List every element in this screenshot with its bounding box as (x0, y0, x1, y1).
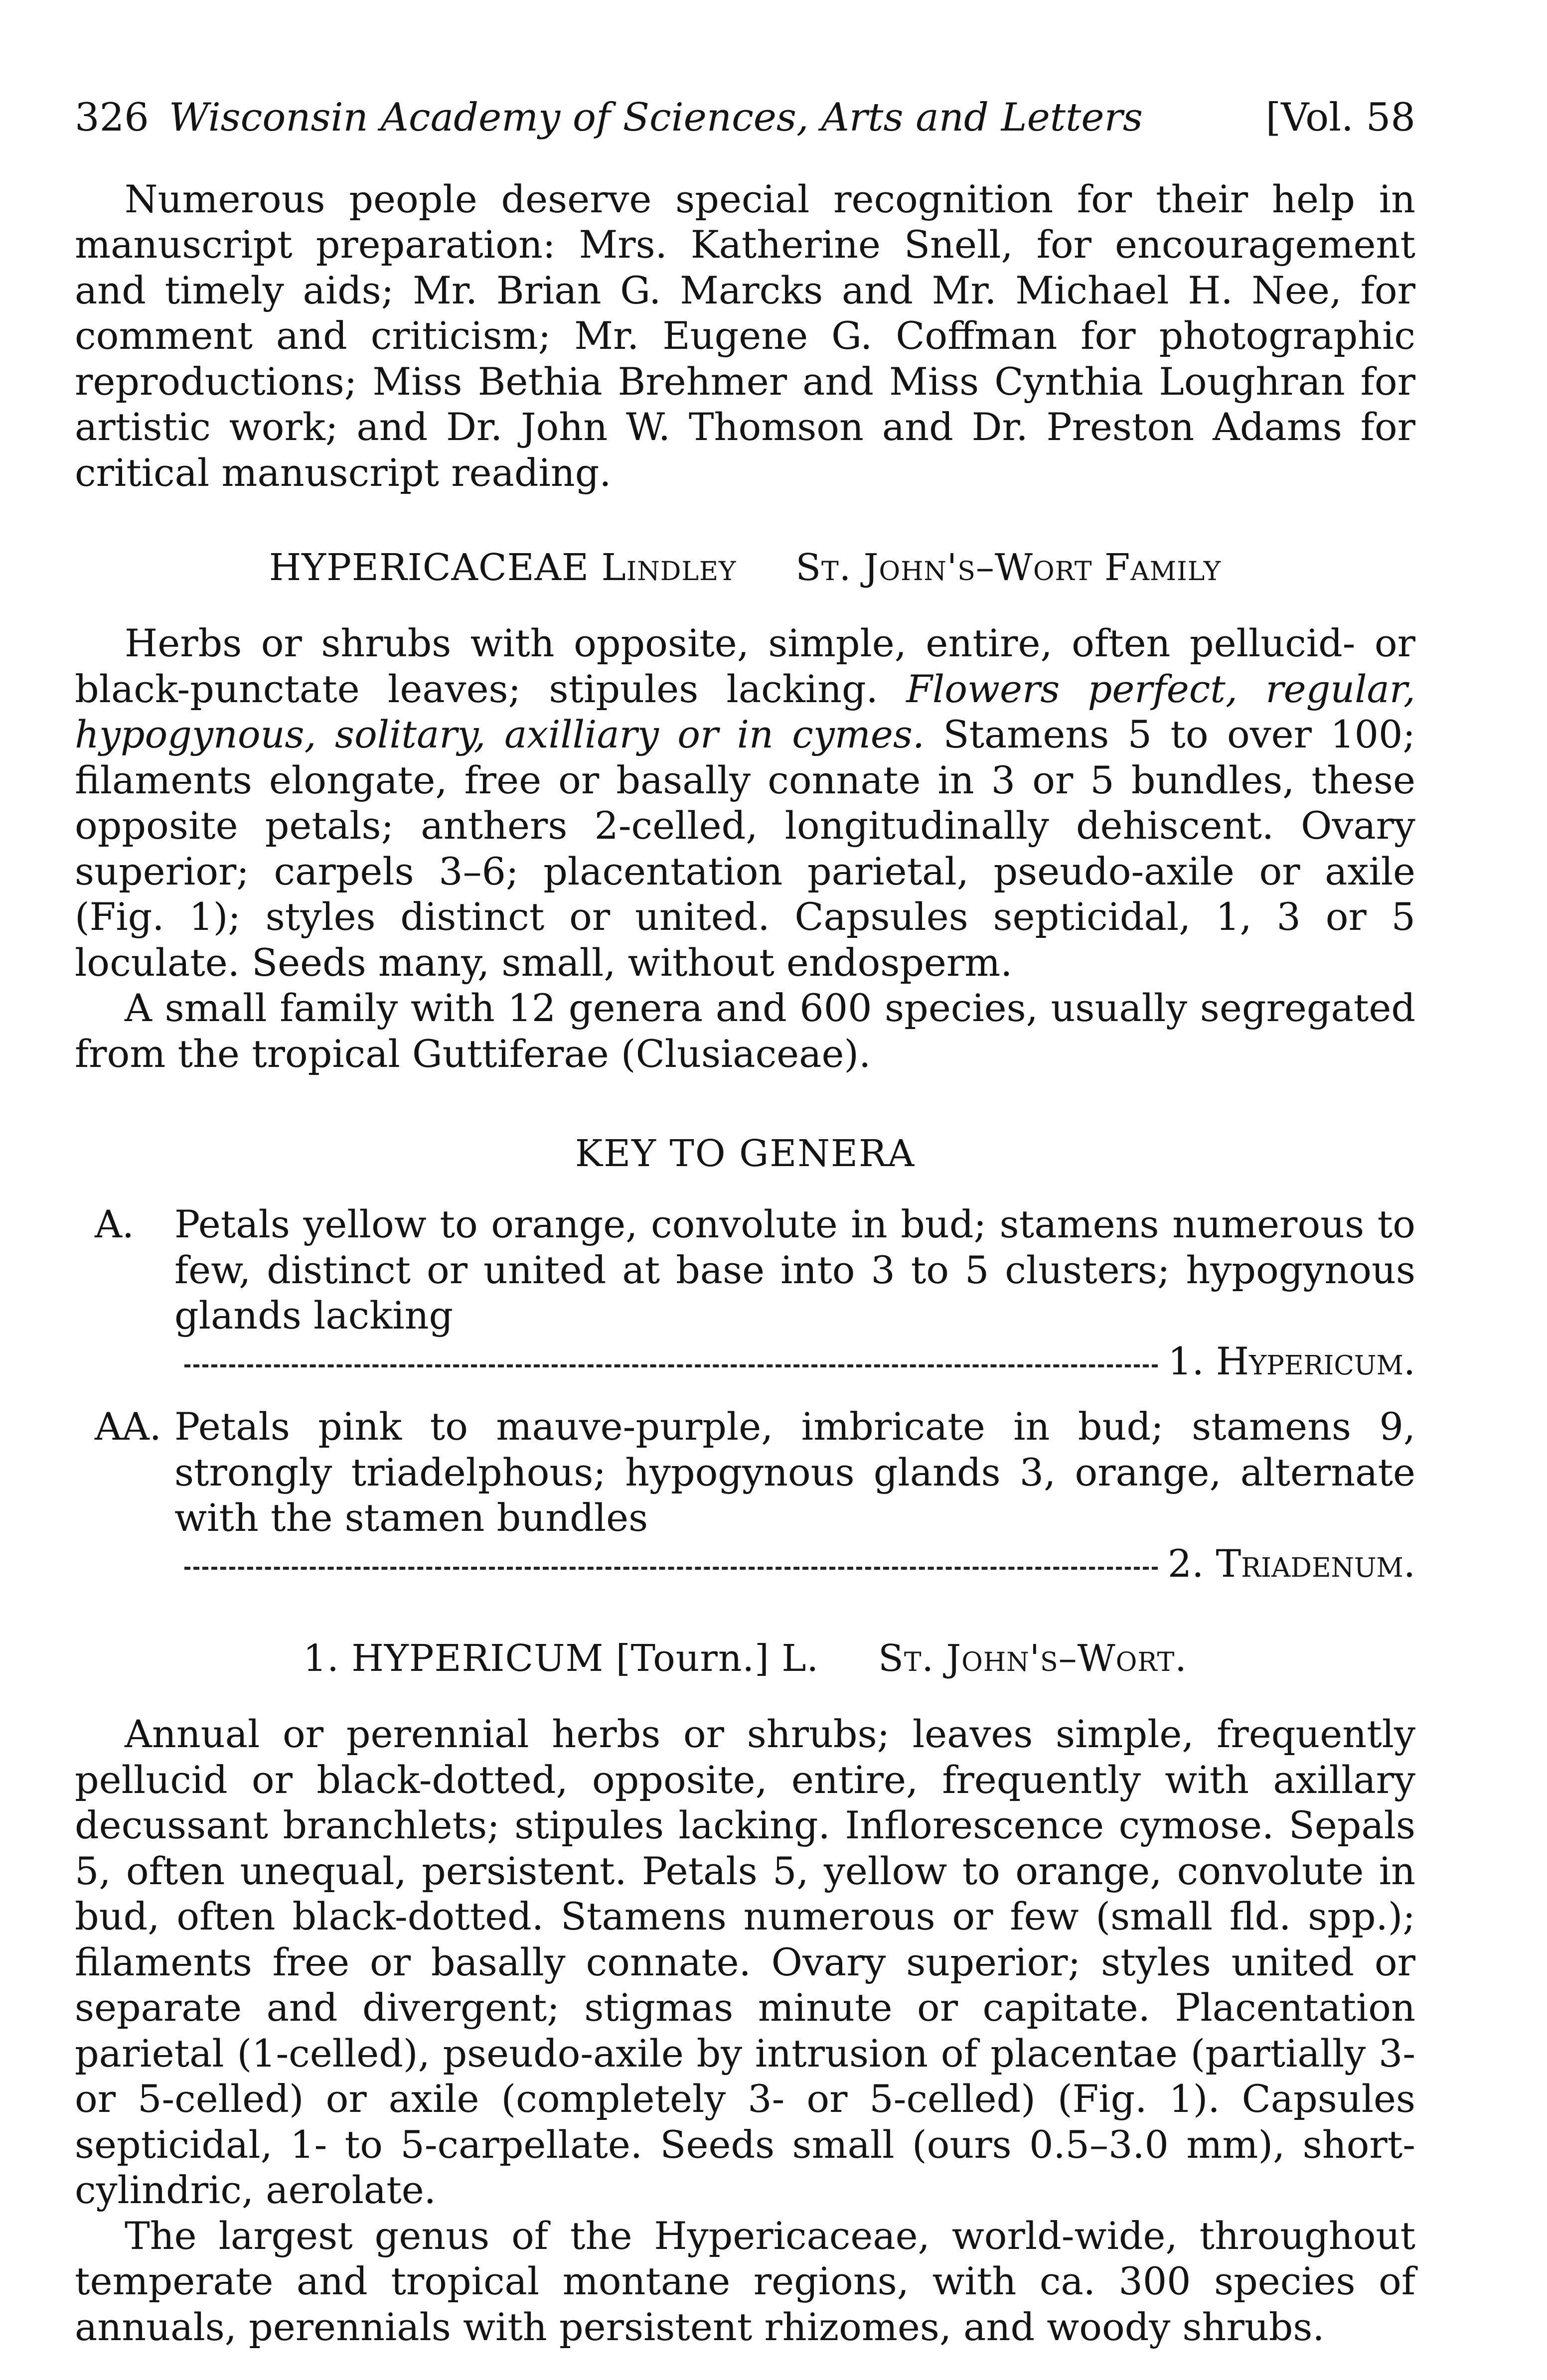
family-author: Lindley (601, 546, 737, 590)
key-lead: AA. (95, 1404, 161, 1449)
genus-heading (75, 1636, 1415, 1681)
key-target: 1. Hypericum. (1168, 1339, 1415, 1383)
genus-description: Annual or perennial herbs or shrubs; leaves simple, frequently pellucid or black-dotted, opposite, entire, frequently with axillary decussant branchlets; stipules lacking. Inflorescence cymose. Sepals 5, often unequal, persistent. Petals 5, yellow to orange, convolute in bud, often black-dotted. Stamens numerous or few (small fld. spp.); filaments free or basally connate. Ovary superior; styles united or separate and divergent; stigmas minute or capitate. Placentation parietal (1-celled), pseudo-axile by intrusion of placentae (partially 3- or 5-celled) or axile (completely 3- or 5-celled) (Fig. 1). Capsules septicidal, 1- to 5-carpellate. Seeds small (ours 0.5–3.0 mm), short-cylindric, aerolate. (75, 1712, 1415, 2213)
family-description (75, 620, 1415, 985)
key-text: Petals pink to mauve-purple, imbricate in bud; stamens 9, strongly triadelphous; hypogynous glands 3, orange, alternate with the stamen bundles (174, 1404, 1415, 1540)
key-text: Petals yellow to orange, convolute in bud; stamens numerous to few, distinct or united at base into 3 to 5 clusters; hypogynous glands lacking (174, 1202, 1415, 1338)
key-target: 2. Triadenum. (1167, 1541, 1415, 1586)
genus-name: 1. HYPERICUM [Tourn.] L. (303, 1637, 819, 1680)
volume-label: [Vol. 58 (1265, 95, 1415, 140)
genus-common-name: St. John's–Wort. (878, 1637, 1187, 1680)
family-description-part1: Herbs or shrubs with opposite, simple, entire, often pellucid- or black-punctate leaves; stipules lacking. (75, 621, 1415, 711)
leader-dots (184, 1364, 1158, 1367)
family-description-italic: Flowers perfect, regular, hypogynous, solitary, axilliary or in cymes. (75, 666, 1415, 757)
running-header (75, 95, 1415, 142)
family-name: HYPERICACEAE (269, 546, 590, 590)
family-description-part2: Stamens 5 to over 100; filaments elongate, free or basally connate in 3 or 5 bundles, these opposite petals; anthers 2-celled, longitudinally dehiscent. Ovary superior; carpels 3–6; placentation parietal, pseudo-axile or axile (Fig. 1); styles distinct or united. Capsules septicidal, 1, 3 or 5 loculate. Seeds many, small, without endosperm. (75, 712, 1415, 985)
page-number: 326 (75, 95, 149, 140)
key-item-a (75, 1201, 1415, 1384)
key-leader-line (174, 1339, 1415, 1384)
family-note: A small family with 12 genera and 600 species, usually segregated from the tropical Guttiferae (Clusiaceae). (75, 986, 1415, 1076)
key-item-aa (75, 1404, 1415, 1586)
family-heading (75, 545, 1415, 591)
family-common-name: St. John's–Wort Family (795, 546, 1222, 590)
key-title: KEY TO GENERA (575, 1132, 916, 1176)
acknowledgments-paragraph: Numerous people deserve special recognition for their help in manuscript preparation: Mrs. Katherine Snell, for encouragement and timely aids; Mr. Brian G. Marcks and Mr. Michael H. Nee, for comment and criticism; Mr. Eugene G. Coffman for photographic reproductions; Miss Bethia Brehmer and Miss Cynthia Loughran for artistic work; and Dr. John W. Thomson and Dr. Preston Adams for critical manuscript reading. (75, 176, 1415, 495)
document-page (75, 95, 1415, 2350)
leader-dots (184, 1567, 1158, 1570)
key-leader-line (174, 1541, 1415, 1587)
journal-title: Wisconsin Academy of Sciences, Arts and Letters (168, 95, 1143, 140)
genus-note: The largest genus of the Hypericaceae, world-wide, throughout temperate and tropical montane regions, with ca. 300 species of annuals, perennials with persistent rhizomes, and woody shrubs. (75, 2213, 1415, 2349)
key-lead: A. (95, 1202, 135, 1247)
